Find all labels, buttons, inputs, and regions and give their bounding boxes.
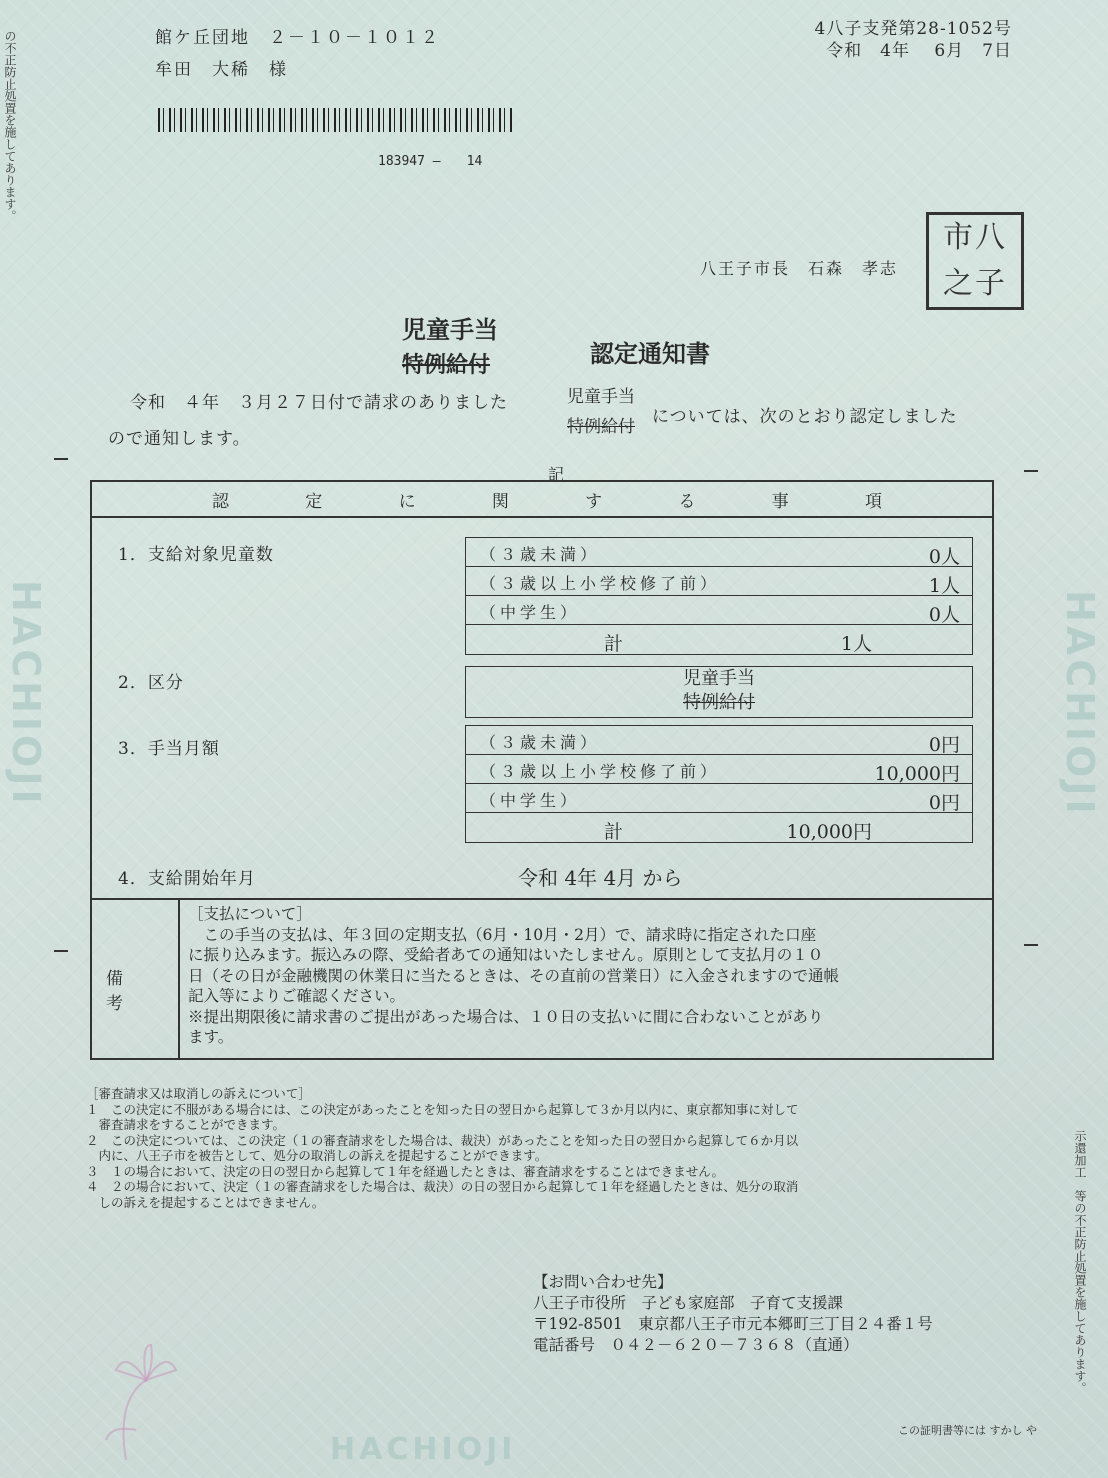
total-row: 計 1人 — [604, 633, 872, 655]
title-line-1: 児童手当 — [402, 315, 498, 344]
table-row: （中学生） 0円 — [466, 784, 972, 813]
table-row: （中学生） 0人 — [466, 596, 972, 625]
title-line-2-struck: 特例給付 — [402, 352, 491, 378]
child-count-grid — [465, 537, 973, 655]
margin-tick — [1024, 470, 1038, 472]
issuer-name: 八王子市長 石森 孝志 — [700, 259, 899, 278]
table-row: （３歳未満） 0人 — [466, 538, 972, 567]
monthly-amount-grid — [465, 725, 973, 843]
start-date-value: 令和 4年 4月 から — [518, 866, 683, 890]
official-seal: 市八 之子 — [926, 212, 1024, 310]
table-row: （３歳以上小学校修了前） 1人 — [466, 567, 972, 596]
document-number: 4八子支発第28-1052号 — [814, 19, 1012, 39]
section-4-label: 4．支給開始年月 — [118, 869, 256, 889]
footer-note: この証明書等には すかし や — [898, 1424, 1037, 1437]
margin-tick — [54, 950, 68, 952]
section-3-label: 3．手当月額 — [118, 739, 220, 759]
table-row: （３歳以上小学校修了前） 10,000円 — [466, 755, 972, 784]
postal-barcode — [158, 108, 513, 132]
table-row: （３歳未満） 0円 — [466, 726, 972, 755]
remarks-text: ［支払について］ この手当の支払は、年３回の定期支払（6月・10月・2月）で、請求時に指定された口座 に振り込みます。振込みの際、受給者あての通知はいたしません。原則として支払月の１０ 日（その日が金融機関の休業日に当たるときは、その直前の営業日）に入金されますので通帳 記入等によりご確認ください。 ※提出期限後に請求書のご提出があった場合は、１０日の支払いに間に合わないことがあり ます。 — [188, 905, 840, 1046]
side-note-right: 示還加工 等の不正防止処置を施してあります。 — [1073, 1130, 1087, 1394]
category-box: 児童手当 特例給付 — [465, 666, 973, 718]
contact-heading: 【お問い合わせ先】 — [533, 1273, 673, 1291]
watermark-bottom: HACHIOJI — [330, 1432, 517, 1467]
section-2-label: 2．区分 — [118, 673, 184, 693]
intro-part-2: については、次のとおり認定しました — [652, 407, 958, 427]
watermark-right: HACHIOJI — [1058, 590, 1102, 818]
watermark-left: HACHIOJI — [4, 580, 48, 808]
contact-info — [533, 1272, 933, 1356]
table-header: 認 定 に 関 す る 事 項 — [92, 482, 992, 518]
recipient-address — [155, 22, 440, 86]
side-note-left: の不正防止処置を施してあります。 — [3, 30, 17, 222]
lily-watermark-icon — [96, 1340, 196, 1470]
margin-tick — [1024, 944, 1038, 946]
recipient-name: 牟田 大稀 様 — [155, 60, 288, 80]
contact-office: 八王子市役所 子ども家庭部 子育て支援課 — [533, 1294, 844, 1312]
title-line-3: 認定通知書 — [590, 339, 710, 368]
document-date: 令和 4年 6月 7日 — [826, 41, 1012, 61]
intro-choice-a: 児童手当 — [567, 387, 635, 407]
total-row: 計 10,000円 — [604, 821, 872, 843]
document-header — [815, 18, 1012, 62]
barcode-number: 183947 – 14 — [378, 154, 483, 169]
intro-part-1: 令和 ４年 ３月２７日付で請求のありました — [130, 393, 508, 413]
address-line: 館ケ丘団地 ２－１０－１０１２ — [155, 28, 440, 48]
intro-choice-b-struck: 特例給付 — [567, 417, 635, 437]
appeal-notice: ［審査請求又は取消しの訴えについて］ １ この決定に不服がある場合には、この決定があったことを知った日の翌日から起算して３か月以内に、東京都知事に対して 審査請求をすることができます。 ２ この決定については、この決定（１の審査請求をした場合は、裁決）があったことを知った日の翌日から起算して６か月以 内に、八王子市を被告として、処分の取消しの訴えを提起することができます。 ３ １の場合において、決定の日の翌日から起算して１年を経過したときは、審査請求をすることはできません。 ４ ２の場合において、決定（１の審査請求をした場合は、裁決）の日の翌日から起算して１年を経過したときは、処分の取消 しの訴えを提起することはできません。 — [86, 1086, 799, 1210]
remarks-label: 備考 — [90, 898, 180, 1060]
contact-phone: 電話番号 ０４２－６２０－７３６８（直通） — [533, 1336, 859, 1354]
ki-mark: 記 — [548, 465, 565, 484]
section-1-label: 1．支給対象児童数 — [118, 545, 274, 565]
contact-address: 〒192-8501 東京都八王子市元本郷町三丁目２４番１号 — [533, 1315, 933, 1333]
intro-part-3: ので通知します。 — [108, 429, 251, 449]
margin-tick — [54, 458, 68, 460]
